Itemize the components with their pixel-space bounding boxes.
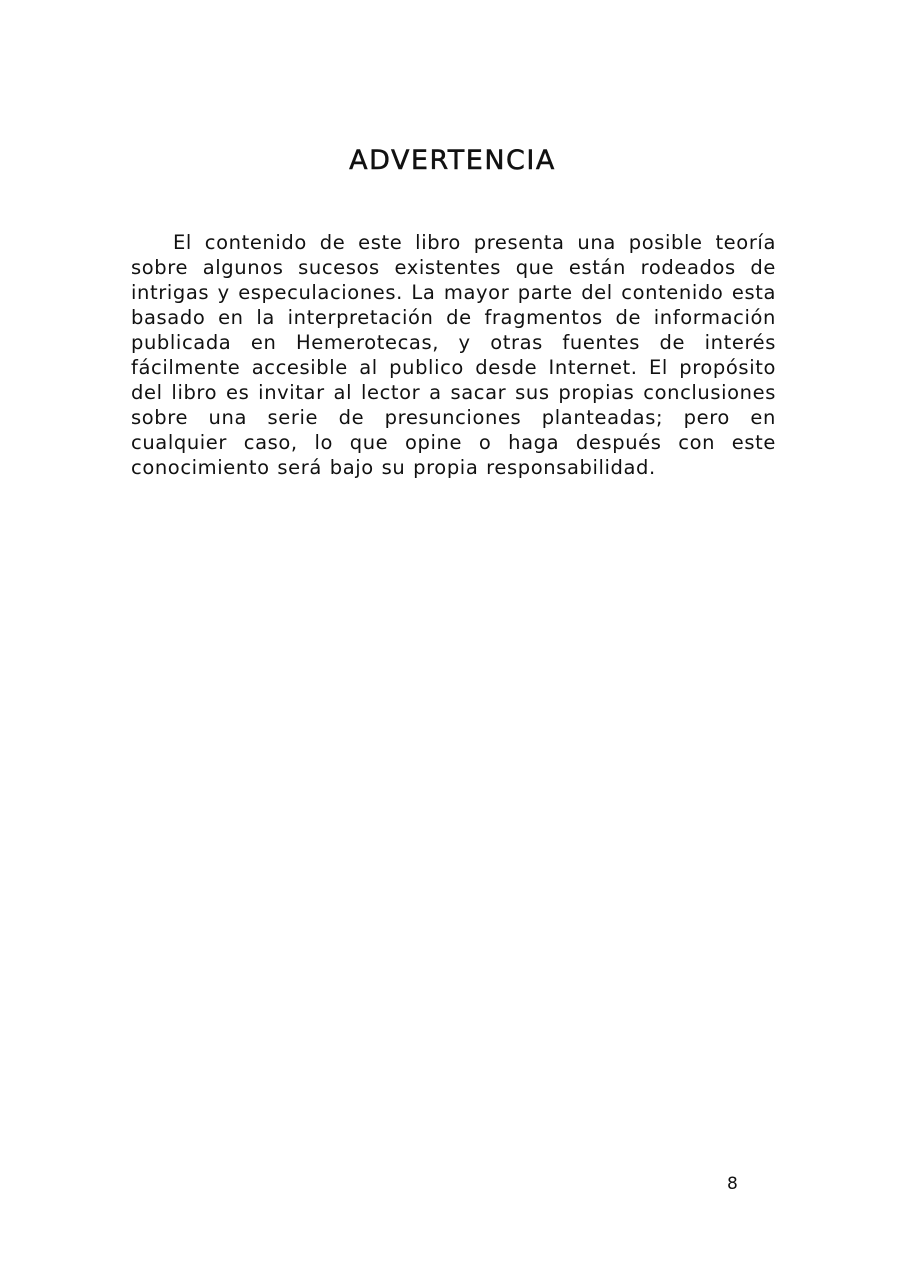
page-number: 8 [727,1174,738,1194]
warning-paragraph: El contenido de este libro presenta una posible teoría sobre algunos sucesos existentes que están rodeados de intrigas y especulaciones. La mayor parte del contenido esta basado en la interpretación de fragmentos de información publicada en Hemerotecas, y otras fuentes de interés fácilmente accesible al publico desde Internet. El propósito del libro es invitar al lector a sacar sus propias conclusiones sobre una serie de presunciones planteadas; pero en cualquier caso, lo que opine o haga después con este conocimiento será bajo su propia responsabilidad. [131,231,776,479]
page-title: ADVERTENCIA [349,145,556,176]
